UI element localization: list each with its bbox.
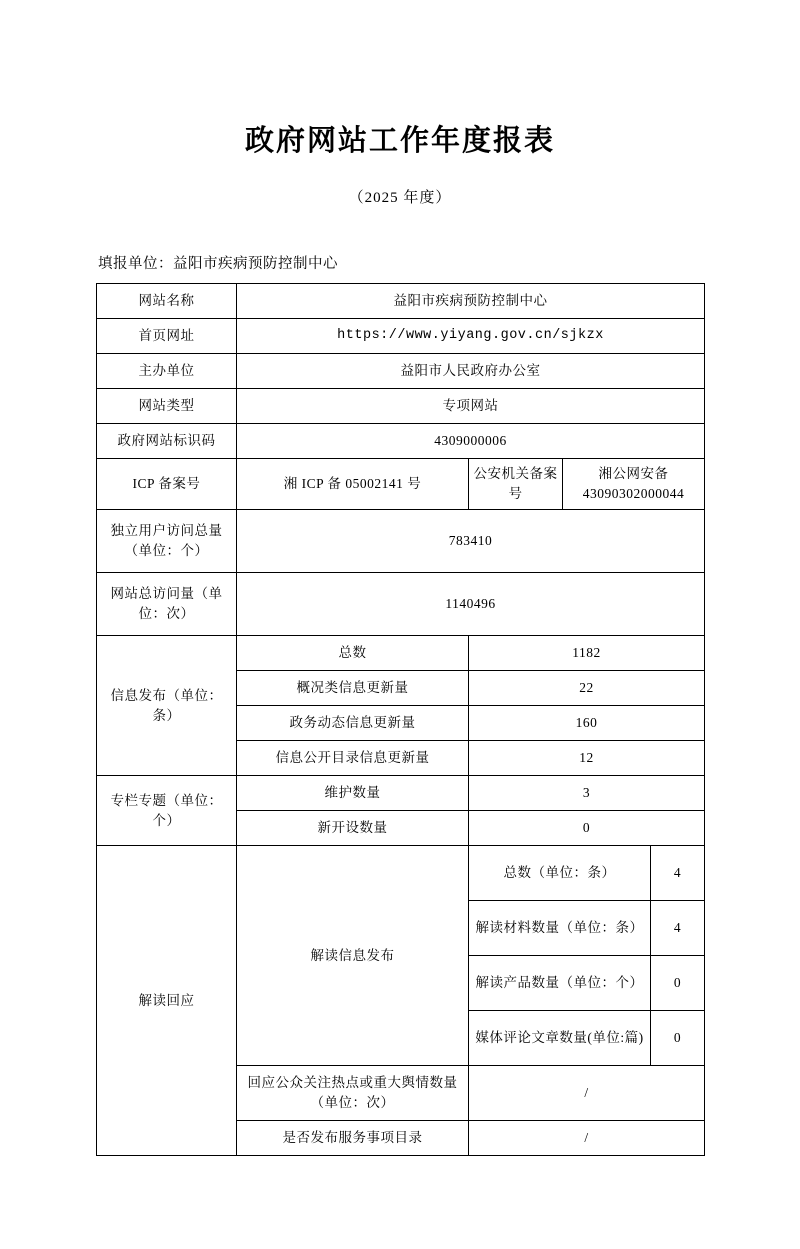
column-item-name: 新开设数量 [237,811,469,846]
interpret-item-value: 4 [651,901,705,956]
page-title: 政府网站工作年度报表 [244,125,555,157]
table-row [97,459,705,510]
column-topic-label: 专栏专题（单位：个） [97,776,237,846]
column-item-value: 3 [469,776,705,811]
publish-item-name: 总数 [237,636,469,671]
table-row [97,354,705,389]
document-page [0,118,800,1249]
response-hotspot-value: / [469,1066,705,1121]
table-row [97,573,705,636]
publish-item-value: 160 [469,706,705,741]
publish-item-name: 信息公开目录信息更新量 [237,741,469,776]
page-subtitle: （2025 年度） [348,190,452,206]
homepage-value: https://www.yiyang.gov.cn/sjkzx [237,319,705,354]
sponsor-value: 益阳市人民政府办公室 [237,354,705,389]
publish-label: 信息发布（单位：条） [97,636,237,776]
interpret-publish-label: 解读信息发布 [237,846,469,1066]
gov-id-label: 政府网站标识码 [97,424,237,459]
service-catalog-label: 是否发布服务事项目录 [237,1121,469,1156]
interpret-item-name: 总数（单位：条） [469,846,651,901]
service-catalog-value: / [469,1121,705,1156]
table-row [97,510,705,573]
interpret-item-name: 解读产品数量（单位：个） [469,956,651,1011]
icp-label: ICP 备案号 [97,459,237,510]
filler-unit-label: 填报单位：益阳市疾病预防控制中心 [98,256,338,272]
publish-item-value: 1182 [469,636,705,671]
table-row [97,846,705,901]
icp-value: 湘 ICP 备 05002141 号 [237,459,469,510]
interpret-item-name: 解读材料数量（单位：条） [469,901,651,956]
total-visits-label: 网站总访问量（单位：次） [97,573,237,636]
table-row [97,636,705,671]
publish-item-name: 概况类信息更新量 [237,671,469,706]
column-item-name: 维护数量 [237,776,469,811]
unique-visitors-label: 独立用户访问总量（单位：个） [97,510,237,573]
publish-item-value: 22 [469,671,705,706]
interpret-item-value: 0 [651,956,705,1011]
response-hotspot-label: 回应公众关注热点或重大舆情数量（单位：次） [237,1066,469,1121]
interpret-item-value: 4 [651,846,705,901]
interpret-item-value: 0 [651,1011,705,1066]
gov-id-value: 4309000006 [237,424,705,459]
column-item-value: 0 [469,811,705,846]
annual-report-table [96,283,705,1156]
table-row [97,319,705,354]
unique-visitors-value: 783410 [237,510,705,573]
homepage-label: 首页网址 [97,319,237,354]
table-row [97,284,705,319]
interpret-item-name: 媒体评论文章数量(单位:篇) [469,1011,651,1066]
publish-item-name: 政务动态信息更新量 [237,706,469,741]
table-row [97,424,705,459]
police-record-value: 湘公网安备 43090302000044 [563,459,705,510]
table-row [97,389,705,424]
site-name-value: 益阳市疾病预防控制中心 [237,284,705,319]
site-type-label: 网站类型 [97,389,237,424]
sponsor-label: 主办单位 [97,354,237,389]
police-record-label: 公安机关备案号 [469,459,563,510]
interpret-response-label: 解读回应 [97,846,237,1156]
total-visits-value: 1140496 [237,573,705,636]
publish-item-value: 12 [469,741,705,776]
site-type-value: 专项网站 [237,389,705,424]
table-row [97,776,705,811]
site-name-label: 网站名称 [97,284,237,319]
